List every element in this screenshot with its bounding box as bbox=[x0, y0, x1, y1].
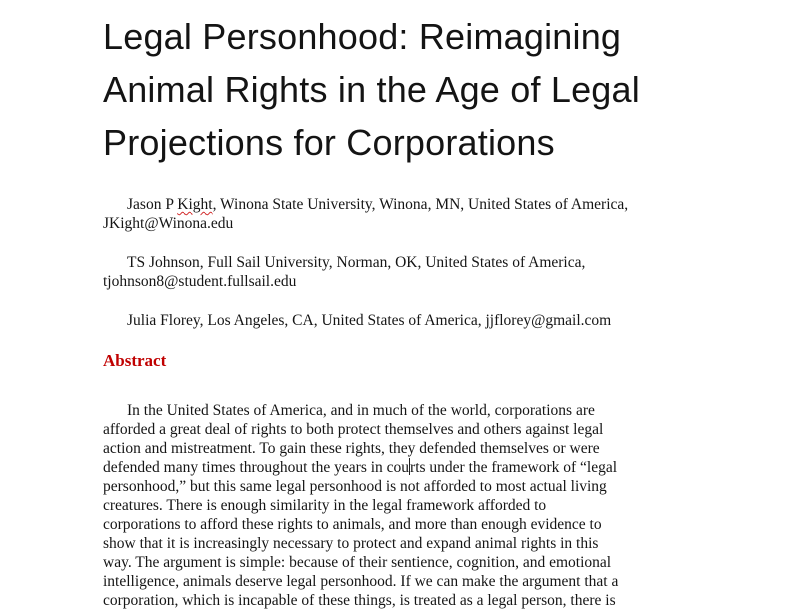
abstract-line-part: rts under the framework of “legal bbox=[410, 459, 618, 476]
abstract-paragraph[interactable] bbox=[103, 401, 743, 610]
author-email: tjohnson8@student.fullsail.edu bbox=[103, 273, 297, 290]
misspelled-word[interactable]: Kight bbox=[177, 196, 213, 213]
title-line: Animal Rights in the Age of Legal bbox=[103, 69, 640, 110]
author-affiliation: , Winona State University, Winona, MN, United States of America, bbox=[212, 196, 629, 213]
abstract-line: intelligence, animals deserve legal personhood. If we can make the argument that a bbox=[103, 573, 619, 590]
abstract-line: personhood,” but this same legal personhood is not afforded to most actual living bbox=[103, 478, 607, 495]
author-ts-johnson bbox=[103, 253, 703, 291]
abstract-line: creatures. There is enough similarity in the legal framework afforded to bbox=[103, 497, 547, 514]
document-title bbox=[103, 10, 763, 169]
title-line: Projections for Corporations bbox=[103, 122, 555, 163]
author-jason-kight bbox=[103, 195, 703, 233]
author-line bbox=[103, 195, 703, 214]
abstract-line: show that it is increasingly necessary to protect and expand animal rights in this bbox=[103, 535, 599, 552]
abstract-line-part: defended many times throughout the years in cou bbox=[103, 459, 410, 476]
abstract-heading: Abstract bbox=[103, 351, 167, 370]
author-line: Julia Florey, Los Angeles, CA, United States of America, jjflorey@gmail.com bbox=[127, 312, 612, 329]
author-julia-florey bbox=[103, 311, 703, 330]
abstract-line: afforded a great deal of rights to both protect themselves and others against legal bbox=[103, 421, 604, 438]
title-line: Legal Personhood: Reimagining bbox=[103, 16, 622, 57]
abstract-line: corporation, which is incapable of these things, is treated as a legal person, there is bbox=[103, 592, 616, 609]
abstract-line: corporations to afford these rights to animals, and more than enough evidence to bbox=[103, 516, 602, 533]
author-name-prefix: Jason P bbox=[127, 196, 178, 213]
author-email: JKight@Winona.edu bbox=[103, 215, 234, 232]
abstract-line bbox=[103, 458, 743, 477]
abstract-line: In the United States of America, and in much of the world, corporations are bbox=[127, 402, 595, 419]
author-line: TS Johnson, Full Sail University, Norman, OK, United States of America, bbox=[127, 254, 586, 271]
abstract-line: action and mistreatment. To gain these rights, they defended themselves or were bbox=[103, 440, 600, 457]
abstract-line: way. The argument is simple: because of their sentience, cognition, and emotional bbox=[103, 554, 612, 571]
